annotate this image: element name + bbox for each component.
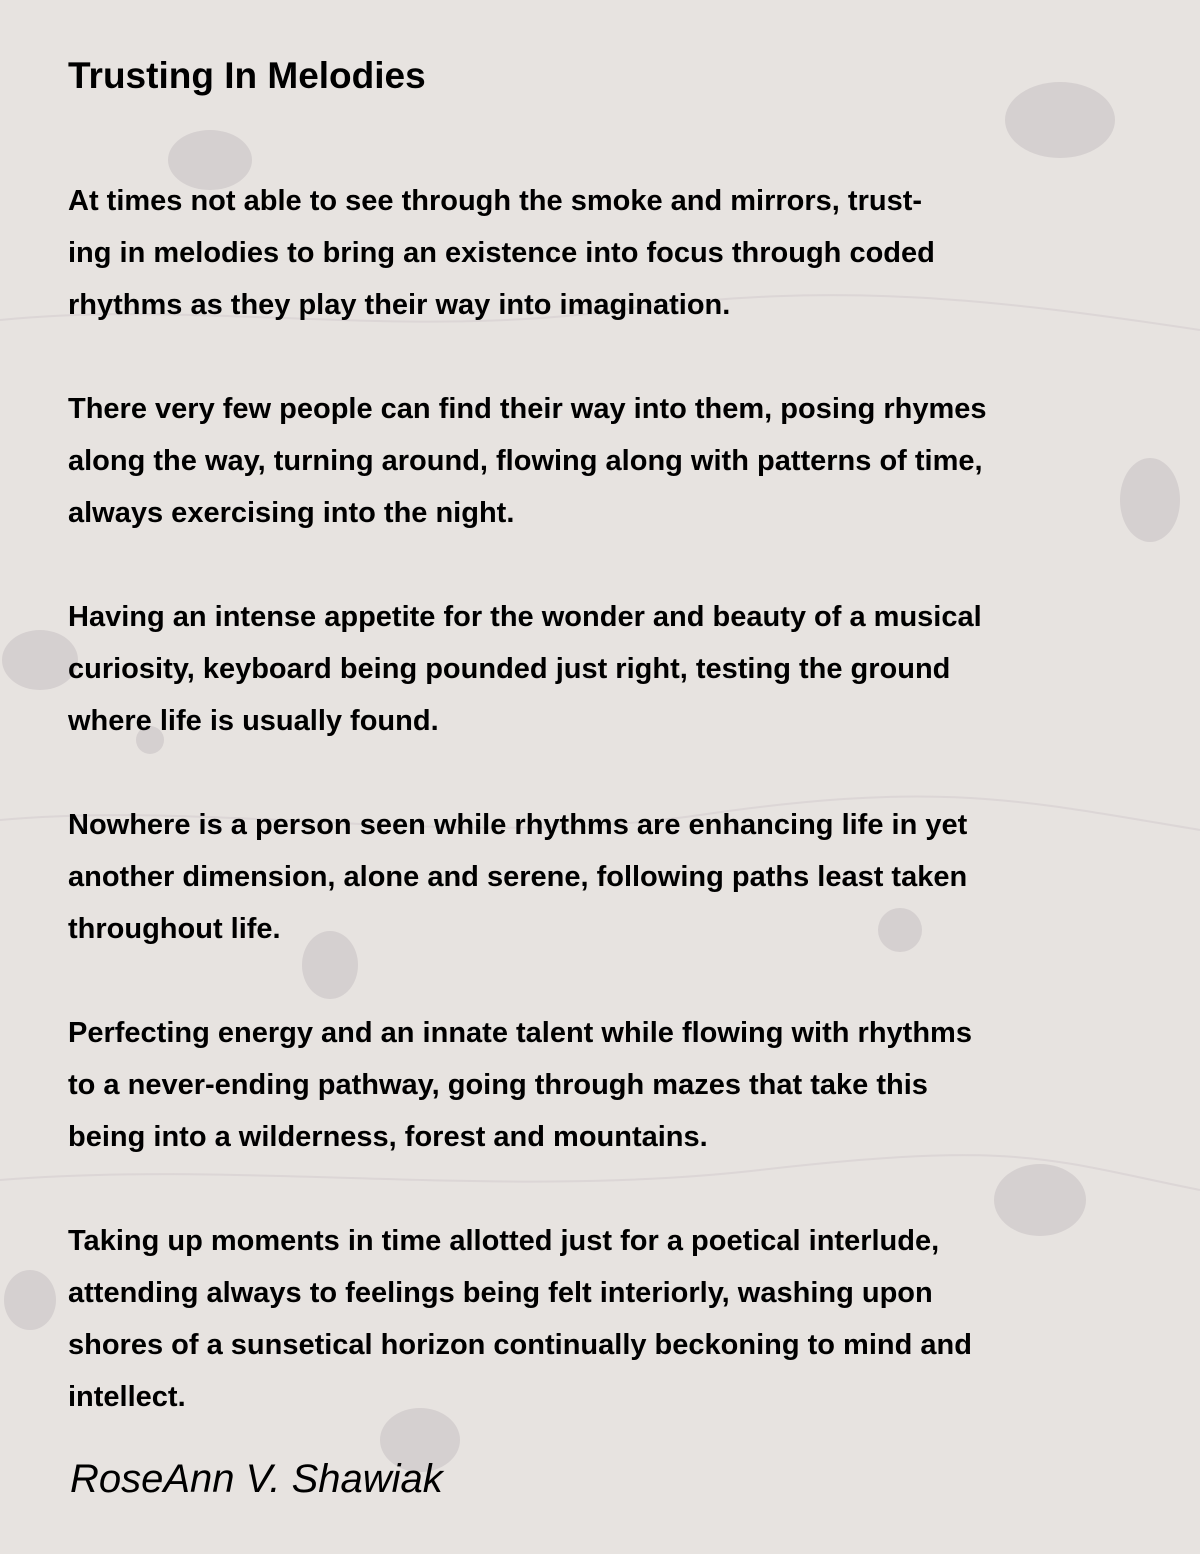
poem-line: Taking up moments in time allotted just for a poetical interlude, xyxy=(68,1225,940,1257)
stanza xyxy=(68,601,1168,770)
stanza xyxy=(68,185,1168,354)
poem-line: Having an intense appetite for the wonder and beauty of a musical xyxy=(68,601,982,633)
stanza xyxy=(68,1225,1168,1446)
poem-line: throughout life. xyxy=(68,913,281,945)
poem-line: rhythms as they play their way into imagination. xyxy=(68,289,731,321)
poem-line: There very few people can find their way into them, posing rhymes xyxy=(68,393,987,425)
poem-line: along the way, turning around, flowing along with patterns of time, xyxy=(68,445,983,477)
poem-line: curiosity, keyboard being pounded just right, testing the ground xyxy=(68,653,951,685)
poem-line: Perfecting energy and an innate talent while flowing with rhythms xyxy=(68,1017,972,1049)
poem-line: to a never-ending pathway, going through mazes that take this xyxy=(68,1069,928,1101)
poem-body xyxy=(68,50,1168,1498)
poem-line: another dimension, alone and serene, following paths least taken xyxy=(68,861,968,893)
poem-line: always exercising into the night. xyxy=(68,497,515,529)
stanza xyxy=(68,393,1168,562)
poem-line: intellect. xyxy=(68,1381,186,1413)
poem-title: Trusting In Melodies xyxy=(68,55,426,96)
poem-line: shores of a sunsetical horizon continually beckoning to mind and xyxy=(68,1329,972,1361)
poem-line: attending always to feelings being felt interiorly, washing upon xyxy=(68,1277,933,1309)
poem-line: At times not able to see through the smoke and mirrors, trust- xyxy=(68,185,923,217)
stanza xyxy=(68,1017,1168,1186)
poem-line: being into a wilderness, forest and mountains. xyxy=(68,1121,708,1153)
poem-stanzas xyxy=(68,185,1168,1446)
poem-author: RoseAnn V. Shawiak xyxy=(70,1457,443,1501)
poem-line: where life is usually found. xyxy=(68,705,439,737)
stanza xyxy=(68,809,1168,978)
poem-line: ing in melodies to bring an existence into focus through coded xyxy=(68,237,935,269)
poem-line: Nowhere is a person seen while rhythms are enhancing life in yet xyxy=(68,809,968,841)
